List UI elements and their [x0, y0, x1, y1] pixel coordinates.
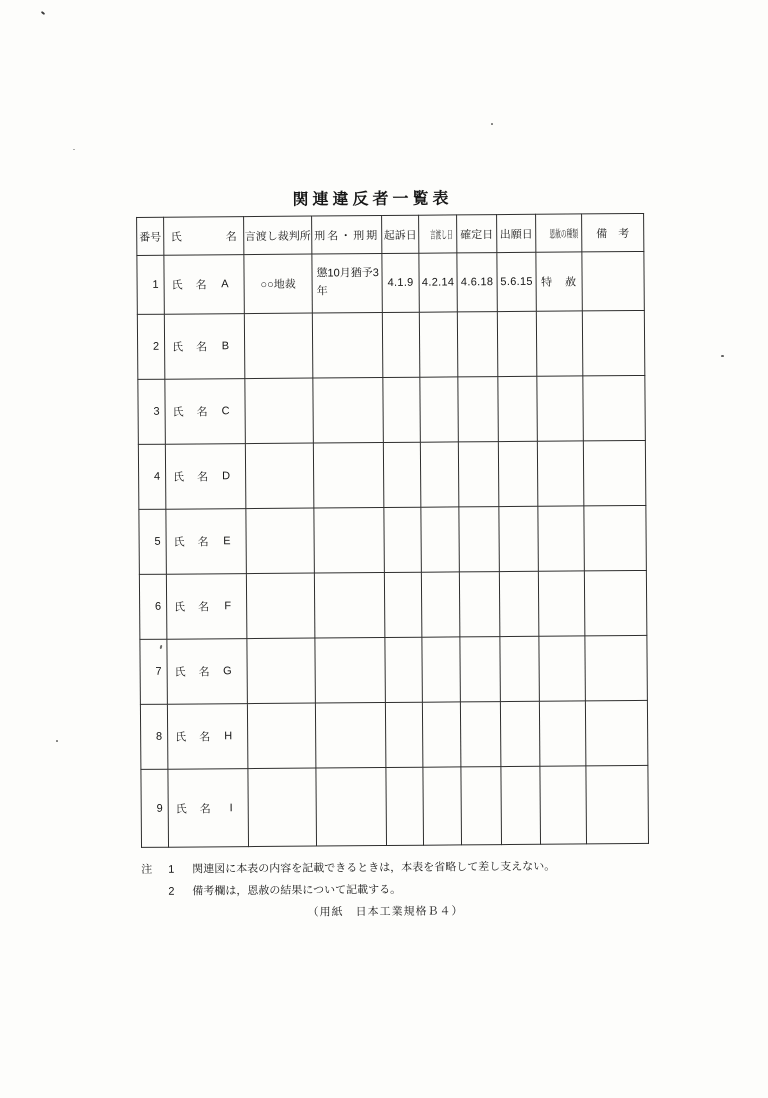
cell-court — [244, 313, 313, 379]
cell-name: 氏 名 G — [167, 639, 248, 705]
cell-final-date — [460, 637, 501, 702]
cell-prosecution-date — [384, 507, 422, 572]
cell-sentencing-date — [422, 702, 461, 767]
cell-sentence — [316, 767, 387, 846]
header-name: 氏 名 — [164, 217, 244, 256]
cell-sentence — [314, 573, 385, 639]
cell-application-date — [501, 766, 541, 844]
cell-name: 氏 名 B — [164, 314, 245, 380]
cell-sentence — [315, 702, 386, 768]
table-row — [138, 375, 645, 444]
cell-pardon-type: 特 赦 — [536, 252, 582, 311]
scan-speckle — [73, 149, 75, 150]
cell-sentence — [313, 378, 384, 444]
cell-remarks — [582, 251, 644, 310]
note-number: 2 — [168, 885, 175, 898]
cell-prosecution-date: 4.1.9 — [382, 253, 419, 312]
note-text: 備考欄は，恩赦の結果について記載する。 — [192, 883, 402, 898]
note-text: 関連図に本表の内容を記載できるときは，本表を省略して差し支えない。 — [192, 860, 556, 876]
cell-remarks — [582, 310, 645, 375]
cell-application-date: 5.6.15 — [497, 252, 536, 311]
cell-prosecution-date — [386, 767, 424, 845]
footnotes — [141, 855, 701, 903]
scan-speckle — [56, 740, 58, 742]
cell-application-date — [500, 636, 540, 701]
table-row — [137, 251, 644, 314]
table-row — [139, 570, 646, 639]
cell-remarks — [583, 375, 646, 440]
cell-court: ○○地裁 — [244, 254, 312, 314]
header-pardon-type: 恩赦の種類 — [536, 214, 582, 252]
cell-prosecution-date — [385, 702, 423, 767]
cell-application-date — [499, 506, 539, 571]
cell-sentence — [313, 443, 384, 509]
cell-sentence: 懲10月猶予3年 — [312, 254, 382, 314]
cell-prosecution-date — [385, 637, 423, 702]
cell-sentencing-date — [423, 767, 462, 845]
cell-name: 氏 名 A — [164, 255, 244, 315]
table-row — [140, 700, 647, 769]
cell-number: 3 — [138, 379, 166, 444]
header-sentencing-date: 言渡し日 — [419, 215, 457, 253]
cell-court — [247, 638, 316, 704]
cell-pardon-type — [540, 766, 587, 844]
table-row — [137, 310, 644, 379]
cell-number: 5 — [139, 509, 167, 574]
cell-final-date: 4.6.18 — [457, 253, 497, 312]
cell-prosecution-date — [383, 442, 421, 507]
cell-sentence — [312, 313, 383, 379]
cell-sentence — [314, 508, 385, 574]
cell-sentencing-date — [422, 637, 461, 702]
cell-application-date — [499, 571, 539, 636]
page-title: 関連違反者一覧表 — [292, 190, 453, 209]
note-prefix — [141, 881, 168, 903]
cell-name: 氏 名 F — [166, 574, 247, 640]
table-row — [138, 440, 645, 509]
header-sentencing-court: 言渡し裁判所 — [244, 216, 312, 255]
cell-final-date — [461, 767, 502, 845]
cell-application-date — [500, 701, 540, 766]
note-prefix: 注 — [141, 863, 153, 876]
cell-final-date — [459, 572, 500, 637]
cell-sentencing-date — [421, 572, 460, 637]
cell-sentence — [315, 637, 386, 703]
cell-pardon-type — [537, 441, 584, 506]
cell-number: 1 — [137, 255, 164, 314]
footnote-line-2 — [141, 877, 701, 903]
cell-final-date — [460, 702, 501, 767]
violators-table — [136, 213, 649, 848]
cell-pardon-type — [536, 311, 583, 376]
header-number: 番号 — [137, 217, 164, 255]
cell-court — [246, 508, 315, 574]
cell-remarks — [584, 570, 647, 635]
cell-application-date — [497, 311, 537, 376]
cell-court — [247, 703, 316, 769]
cell-name: 氏 名 D — [165, 444, 246, 510]
cell-application-date — [498, 441, 538, 506]
paper-standard-note: （用紙 日本工業規格Ｂ４） — [307, 905, 464, 919]
cell-court — [245, 378, 314, 444]
header-crime-term: 刑名・刑期 — [312, 216, 382, 255]
cell-sentencing-date — [420, 442, 459, 507]
cell-court — [245, 443, 314, 509]
cell-pardon-type — [538, 571, 585, 636]
table-row — [141, 765, 649, 847]
cell-number: 9 — [141, 769, 169, 847]
cell-remarks — [584, 505, 647, 570]
scan-speckle — [491, 123, 493, 125]
cell-pardon-type — [539, 636, 586, 701]
header-application-date: 出願日 — [497, 214, 536, 252]
cell-number: 4 — [138, 444, 166, 509]
cell-court — [248, 768, 317, 847]
header-remarks: 備 考 — [582, 213, 644, 251]
header-final-date: 確定日 — [457, 215, 497, 253]
cell-application-date — [498, 376, 538, 441]
cell-number: 8 — [140, 704, 168, 769]
cell-final-date — [458, 377, 499, 442]
table-row — [140, 635, 647, 704]
cell-pardon-type — [537, 376, 584, 441]
cell-name: 氏 名 E — [166, 509, 247, 575]
cell-name: 氏 名 H — [167, 704, 248, 770]
cell-name: 氏 名 I — [168, 769, 249, 848]
cell-court — [246, 573, 315, 639]
cell-number: 6 — [139, 574, 167, 639]
table-header-row — [137, 213, 644, 255]
cell-remarks — [586, 765, 649, 843]
cell-final-date — [458, 442, 499, 507]
cell-number: 7 — [140, 639, 168, 704]
cell-sentencing-date — [420, 377, 459, 442]
cell-sentencing-date — [419, 312, 458, 377]
cell-prosecution-date — [384, 572, 422, 637]
note-number: 1 — [168, 863, 175, 876]
cell-final-date — [459, 507, 500, 572]
cell-final-date — [457, 312, 498, 377]
cell-prosecution-date — [383, 377, 421, 442]
cell-sentencing-date: 4.2.14 — [419, 253, 457, 312]
header-prosecution-date: 起訴日 — [382, 215, 419, 253]
table-row — [139, 505, 646, 574]
cell-number: 2 — [137, 314, 165, 379]
cell-name: 氏 名 C — [165, 379, 246, 445]
cell-pardon-type — [539, 701, 586, 766]
cell-remarks — [585, 635, 648, 700]
scan-speckle — [430, 912, 432, 914]
cell-prosecution-date — [382, 312, 420, 377]
cell-sentencing-date — [421, 507, 460, 572]
scan-speckle — [721, 355, 724, 357]
cell-remarks — [583, 440, 646, 505]
cell-remarks — [585, 700, 648, 765]
cell-pardon-type — [538, 506, 585, 571]
